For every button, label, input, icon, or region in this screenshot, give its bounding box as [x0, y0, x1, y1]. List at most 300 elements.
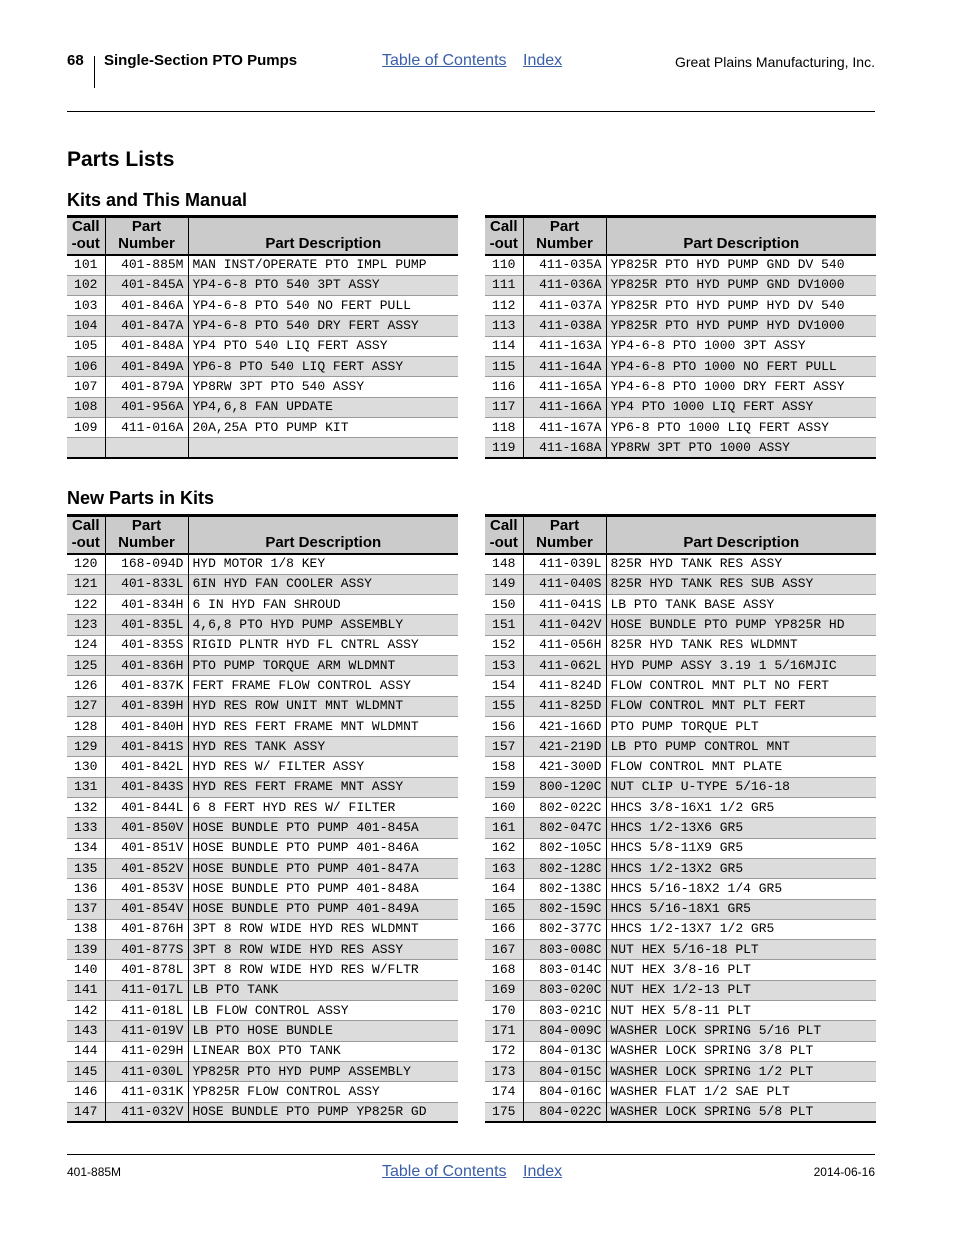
callout-cell: 102	[67, 275, 105, 295]
part-number-cell: 804-009C	[523, 1021, 606, 1041]
part-description-cell: HHCS 5/16-18X2 1/4 GR5	[606, 879, 876, 899]
callout-cell: 109	[74, 419, 98, 435]
table-row	[485, 1082, 876, 1102]
part-number-cell: 411-825D	[523, 696, 606, 716]
part-description-cell: YP4 PTO 1000 LIQ FERT ASSY	[606, 397, 876, 417]
table-row	[67, 879, 458, 899]
part-number-cell: 411-032V	[105, 1102, 188, 1122]
table-row	[67, 1041, 458, 1061]
part-description-cell: HHCS 1/2-13X6 GR5	[606, 818, 876, 838]
callout-cell: 145	[67, 1061, 105, 1081]
part-number-cell: 401-844L	[105, 798, 188, 818]
part-description-cell: YP825R PTO HYD PUMP GND DV1000	[606, 275, 876, 295]
table-row	[67, 655, 458, 675]
part-description-cell: HHCS 5/16-18X1 GR5	[606, 899, 876, 919]
part-number-cell: 411-035A	[523, 255, 606, 275]
table-row	[485, 798, 876, 818]
callout-cell: 138	[74, 921, 98, 937]
callout-cell: 122	[74, 596, 98, 612]
callout-header: Call -out	[485, 516, 523, 555]
part-description-header: Part Description	[606, 217, 876, 256]
part-number-cell: 803-014C	[523, 960, 606, 980]
part-number-cell: 401-852V	[105, 858, 188, 878]
callout-header: Call -out	[485, 217, 523, 256]
callout-cell: 116	[492, 378, 516, 394]
part-number-cell: 411-019V	[105, 1021, 188, 1041]
part-number-cell: 401-843S	[105, 777, 188, 797]
callout-cell: 123	[67, 615, 105, 635]
part-number-cell: 401-837K	[105, 676, 188, 696]
table-row	[485, 296, 876, 316]
table-row	[485, 1102, 876, 1122]
part-number-cell: 802-138C	[523, 879, 606, 899]
callout-cell: 172	[492, 1043, 516, 1059]
callout-cell	[67, 438, 105, 458]
part-description-cell: YP4-6-8 PTO 540 NO FERT PULL	[188, 296, 458, 316]
part-number-cell: 800-120C	[523, 777, 606, 797]
callout-cell: 163	[485, 858, 523, 878]
part-number-cell: 411-042V	[523, 615, 606, 635]
table-row	[67, 377, 458, 397]
table-row	[485, 1061, 876, 1081]
page-title: Parts Lists	[67, 148, 175, 171]
part-number-cell: 401-833L	[105, 574, 188, 594]
part-description-cell: 6IN HYD FAN COOLER ASSY	[188, 574, 458, 594]
callout-cell: 128	[74, 718, 98, 734]
callout-cell: 171	[485, 1021, 523, 1041]
callout-cell: 133	[67, 818, 105, 838]
callout-cell: 165	[485, 899, 523, 919]
part-number-cell: 401-879A	[105, 377, 188, 397]
part-description-cell: HYD RES TANK ASSY	[188, 737, 458, 757]
part-description-cell: 825R HYD TANK RES WLDMNT	[606, 635, 876, 655]
callout-cell: 148	[492, 556, 516, 572]
table-row	[67, 554, 458, 574]
callout-cell: 105	[74, 338, 98, 354]
callout-cell: 144	[74, 1043, 98, 1059]
callout-cell: 113	[485, 316, 523, 336]
part-description-cell: HOSE BUNDLE PTO PUMP YP825R HD	[606, 615, 876, 635]
table-row	[67, 397, 458, 417]
part-number-cell: 411-030L	[105, 1061, 188, 1081]
part-description-cell: YP4-6-8 PTO 540 DRY FERT ASSY	[188, 316, 458, 336]
table-row	[485, 1001, 876, 1021]
table-row	[67, 716, 458, 736]
part-description-cell: HOSE BUNDLE PTO PUMP 401-849A	[188, 899, 458, 919]
callout-cell: 152	[492, 637, 516, 653]
part-number-cell: 411-037A	[523, 296, 606, 316]
part-description-cell: YP825R PTO HYD PUMP HYD DV1000	[606, 316, 876, 336]
table-row	[485, 940, 876, 960]
table-row	[485, 255, 876, 275]
part-number-cell: 411-824D	[523, 676, 606, 696]
part-number-cell: 802-159C	[523, 899, 606, 919]
callout-header: Call -out	[67, 516, 105, 555]
callout-cell: 140	[74, 962, 98, 978]
callout-cell: 121	[67, 574, 105, 594]
table-row	[485, 737, 876, 757]
table-row	[67, 757, 458, 777]
table-row	[485, 336, 876, 356]
table-header-row	[485, 217, 876, 256]
part-number-cell	[105, 438, 188, 458]
callout-cell: 106	[67, 356, 105, 376]
callout-cell: 126	[74, 677, 98, 693]
part-number-cell: 802-022C	[523, 798, 606, 818]
part-description-cell: YP4,6,8 FAN UPDATE	[188, 397, 458, 417]
part-description-cell: NUT HEX 3/8-16 PLT	[606, 960, 876, 980]
part-description-cell: HYD RES FERT FRAME MNT ASSY	[188, 777, 458, 797]
table-row	[485, 757, 876, 777]
part-number-cell: 401-885M	[105, 255, 188, 275]
part-number-cell: 401-853V	[105, 879, 188, 899]
callout-cell: 131	[67, 777, 105, 797]
part-number-cell: 411-164A	[523, 356, 606, 376]
part-description-cell: HYD RES W/ FILTER ASSY	[188, 757, 458, 777]
part-description-cell: HOSE BUNDLE PTO PUMP 401-847A	[188, 858, 458, 878]
table-row	[67, 275, 458, 295]
table-row	[485, 438, 876, 458]
part-number-cell: 411-163A	[523, 336, 606, 356]
part-description-cell: HYD RES ROW UNIT MNT WLDMNT	[188, 696, 458, 716]
part-description-cell: YP825R PTO HYD PUMP HYD DV 540	[606, 296, 876, 316]
table-row	[485, 655, 876, 675]
part-number-cell: 411-036A	[523, 275, 606, 295]
callout-cell: 104	[67, 316, 105, 336]
table-row	[67, 696, 458, 716]
callout-cell: 166	[492, 921, 516, 937]
part-number-cell: 411-167A	[523, 417, 606, 437]
part-description-cell: HHCS 1/2-13X2 GR5	[606, 858, 876, 878]
part-number-cell: 411-031K	[105, 1082, 188, 1102]
table-row	[67, 356, 458, 376]
part-description-cell: 6 8 FERT HYD RES W/ FILTER	[188, 798, 458, 818]
callout-cell: 110	[492, 257, 516, 273]
table-row	[67, 899, 458, 919]
part-description-cell: LB PTO HOSE BUNDLE	[188, 1021, 458, 1041]
part-number-cell: 411-016A	[105, 417, 188, 437]
part-number-cell: 401-847A	[105, 316, 188, 336]
table-row	[67, 838, 458, 858]
part-number-cell: 401-878L	[105, 960, 188, 980]
callout-cell: 132	[74, 799, 98, 815]
part-description-cell: LB PTO TANK	[188, 980, 458, 1000]
part-description-cell: YP6-8 PTO 1000 LIQ FERT ASSY	[606, 417, 876, 437]
table-row	[67, 635, 458, 655]
callout-cell: 155	[485, 696, 523, 716]
part-description-cell: 3PT 8 ROW WIDE HYD RES ASSY	[188, 940, 458, 960]
part-description-header: Part Description	[606, 516, 876, 555]
callout-cell: 151	[485, 615, 523, 635]
part-description-cell: HHCS 3/8-16X1 1/2 GR5	[606, 798, 876, 818]
part-description-cell: WASHER LOCK SPRING 3/8 PLT	[606, 1041, 876, 1061]
callout-cell: 118	[492, 419, 516, 435]
part-description-cell: YP4-6-8 PTO 1000 NO FERT PULL	[606, 356, 876, 376]
table-row	[485, 417, 876, 437]
part-description-cell: FLOW CONTROL MNT PLT NO FERT	[606, 676, 876, 696]
part-description-cell: WASHER LOCK SPRING 5/8 PLT	[606, 1102, 876, 1122]
part-description-cell: 3PT 8 ROW WIDE HYD RES WLDMNT	[188, 919, 458, 939]
kits-table-right	[485, 215, 876, 459]
callout-cell: 143	[67, 1021, 105, 1041]
part-number-cell: 168-094D	[105, 554, 188, 574]
table-row	[485, 635, 876, 655]
part-description-cell: FLOW CONTROL MNT PLATE	[606, 757, 876, 777]
callout-cell: 147	[67, 1102, 105, 1122]
part-number-cell: 411-029H	[105, 1041, 188, 1061]
part-number-cell: 411-040S	[523, 574, 606, 594]
part-description-cell: YP4-6-8 PTO 1000 DRY FERT ASSY	[606, 377, 876, 397]
callout-cell: 174	[492, 1083, 516, 1099]
callout-cell: 139	[67, 940, 105, 960]
table-row	[485, 919, 876, 939]
part-number-cell: 804-016C	[523, 1082, 606, 1102]
part-number-cell: 804-013C	[523, 1041, 606, 1061]
part-description-cell: WASHER LOCK SPRING 5/16 PLT	[606, 1021, 876, 1041]
part-number-header: Part Number	[523, 217, 606, 256]
table-row	[485, 838, 876, 858]
callout-cell: 167	[485, 940, 523, 960]
part-number-cell: 401-846A	[105, 296, 188, 316]
callout-cell: 175	[485, 1102, 523, 1122]
table-row	[67, 777, 458, 797]
callout-cell: 161	[485, 818, 523, 838]
table-row	[485, 615, 876, 635]
callout-header: Call -out	[67, 217, 105, 256]
part-description-cell: YP8RW 3PT PTO 1000 ASSY	[606, 438, 876, 458]
table-row	[485, 574, 876, 594]
callout-cell: 137	[67, 899, 105, 919]
kits-heading: Kits and This Manual	[67, 190, 248, 210]
part-number-cell: 401-849A	[105, 356, 188, 376]
doc-number: 401-885M	[67, 1165, 122, 1179]
table-row	[67, 316, 458, 336]
section-title: Single-Section PTO Pumps	[104, 52, 298, 69]
part-description-cell: FERT FRAME FLOW CONTROL ASSY	[188, 676, 458, 696]
part-description-cell	[188, 438, 458, 458]
part-description-cell: LB PTO TANK BASE ASSY	[606, 595, 876, 615]
part-number-cell: 411-056H	[523, 635, 606, 655]
part-description-cell: 825R HYD TANK RES ASSY	[606, 554, 876, 574]
part-description-cell: 3PT 8 ROW WIDE HYD RES W/FLTR	[188, 960, 458, 980]
callout-cell: 157	[485, 737, 523, 757]
callout-cell: 141	[67, 980, 105, 1000]
part-number-cell: 802-047C	[523, 818, 606, 838]
callout-cell: 142	[74, 1002, 98, 1018]
part-description-header: Part Description	[188, 516, 458, 555]
callout-cell: 168	[492, 962, 516, 978]
callout-cell: 130	[74, 759, 98, 775]
table-row	[67, 574, 458, 594]
part-description-cell: 825R HYD TANK RES SUB ASSY	[606, 574, 876, 594]
table-row	[67, 676, 458, 696]
part-number-cell: 421-300D	[523, 757, 606, 777]
table-row	[67, 960, 458, 980]
table-row	[67, 858, 458, 878]
header-index-link[interactable]: Index	[523, 52, 563, 69]
part-description-cell: LB FLOW CONTROL ASSY	[188, 1001, 458, 1021]
part-number-cell: 411-041S	[523, 595, 606, 615]
part-number-cell: 401-836H	[105, 655, 188, 675]
callout-cell: 150	[492, 596, 516, 612]
callout-cell: 159	[485, 777, 523, 797]
table-row	[485, 595, 876, 615]
table-row	[67, 818, 458, 838]
table-row	[67, 296, 458, 316]
callout-cell: 169	[485, 980, 523, 1000]
part-number-cell: 411-165A	[523, 377, 606, 397]
part-number-cell: 421-219D	[523, 737, 606, 757]
table-row	[485, 980, 876, 1000]
table-row	[485, 275, 876, 295]
part-number-cell: 401-841S	[105, 737, 188, 757]
part-description-cell: NUT HEX 1/2-13 PLT	[606, 980, 876, 1000]
part-description-cell: NUT HEX 5/16-18 PLT	[606, 940, 876, 960]
part-description-cell: YP8RW 3PT PTO 540 ASSY	[188, 377, 458, 397]
part-number-cell: 401-854V	[105, 899, 188, 919]
callout-cell: 164	[492, 880, 516, 896]
part-number-cell: 401-842L	[105, 757, 188, 777]
table-header-row	[485, 516, 876, 555]
table-row	[485, 818, 876, 838]
callout-cell: 120	[74, 556, 98, 572]
callout-cell: 111	[485, 275, 523, 295]
header-rule	[67, 111, 875, 112]
callout-cell: 153	[485, 655, 523, 675]
table-row	[67, 980, 458, 1000]
part-description-cell: LB PTO PUMP CONTROL MNT	[606, 737, 876, 757]
new-parts-table-right	[485, 514, 876, 1123]
part-number-cell: 401-850V	[105, 818, 188, 838]
table-row	[67, 737, 458, 757]
part-description-cell: HHCS 1/2-13X7 1/2 GR5	[606, 919, 876, 939]
part-description-cell: 6 IN HYD FAN SHROUD	[188, 595, 458, 615]
part-description-cell: WASHER FLAT 1/2 SAE PLT	[606, 1082, 876, 1102]
part-number-header: Part Number	[105, 217, 188, 256]
part-description-cell: NUT HEX 5/8-11 PLT	[606, 1001, 876, 1021]
table-row	[67, 417, 458, 437]
part-description-cell: YP4-6-8 PTO 540 3PT ASSY	[188, 275, 458, 295]
part-number-cell: 411-039L	[523, 554, 606, 574]
table-header-row	[67, 217, 458, 256]
callout-cell: 127	[67, 696, 105, 716]
table-row	[67, 336, 458, 356]
table-row	[67, 940, 458, 960]
part-number-cell: 803-020C	[523, 980, 606, 1000]
part-description-cell: YP825R PTO HYD PUMP GND DV 540	[606, 255, 876, 275]
table-row	[67, 595, 458, 615]
part-description-cell: LINEAR BOX PTO TANK	[188, 1041, 458, 1061]
callout-cell: 115	[485, 356, 523, 376]
part-description-cell: MAN INST/OPERATE PTO IMPL PUMP	[188, 255, 458, 275]
part-number-cell: 401-839H	[105, 696, 188, 716]
part-number-cell: 802-105C	[523, 838, 606, 858]
callout-cell: 170	[492, 1002, 516, 1018]
table-header-row	[67, 516, 458, 555]
part-number-cell: 401-851V	[105, 838, 188, 858]
table-row	[67, 438, 458, 458]
part-description-cell: YP4 PTO 540 LIQ FERT ASSY	[188, 336, 458, 356]
part-number-cell: 804-022C	[523, 1102, 606, 1122]
part-number-cell: 421-166D	[523, 716, 606, 736]
table-row	[485, 716, 876, 736]
table-row	[485, 676, 876, 696]
footer-rule	[67, 1154, 875, 1155]
callout-cell: 134	[74, 840, 98, 856]
part-number-cell: 802-377C	[523, 919, 606, 939]
footer-toc-link[interactable]: Table of Contents	[382, 1163, 507, 1180]
table-row	[67, 1061, 458, 1081]
callout-cell: 117	[485, 397, 523, 417]
kits-table-left	[67, 215, 458, 459]
table-row	[67, 1082, 458, 1102]
part-number-cell: 411-166A	[523, 397, 606, 417]
part-number-cell: 401-835S	[105, 635, 188, 655]
table-row	[67, 1021, 458, 1041]
part-number-header: Part Number	[523, 516, 606, 555]
part-description-cell: HOSE BUNDLE PTO PUMP 401-848A	[188, 879, 458, 899]
doc-date: 2014-06-16	[813, 1165, 875, 1179]
part-description-cell: 4,6,8 PTO HYD PUMP ASSEMBLY	[188, 615, 458, 635]
new-parts-heading: New Parts in Kits	[67, 488, 215, 508]
part-description-cell: WASHER LOCK SPRING 1/2 PLT	[606, 1061, 876, 1081]
callout-cell: 112	[492, 297, 516, 313]
part-description-cell: YP825R PTO HYD PUMP ASSEMBLY	[188, 1061, 458, 1081]
part-number-cell: 411-038A	[523, 316, 606, 336]
part-number-cell: 804-015C	[523, 1061, 606, 1081]
part-description-header: Part Description	[188, 217, 458, 256]
table-row	[485, 356, 876, 376]
table-row	[485, 696, 876, 716]
callout-cell: 160	[492, 799, 516, 815]
part-number-cell: 401-877S	[105, 940, 188, 960]
callout-cell: 158	[492, 759, 516, 775]
part-description-cell: HOSE BUNDLE PTO PUMP 401-846A	[188, 838, 458, 858]
part-description-cell: YP4-6-8 PTO 1000 3PT ASSY	[606, 336, 876, 356]
table-row	[485, 397, 876, 417]
part-number-cell: 411-168A	[523, 438, 606, 458]
callout-cell: 114	[492, 338, 516, 354]
part-description-cell: 20A,25A PTO PUMP KIT	[188, 417, 458, 437]
part-number-header: Part Number	[105, 516, 188, 555]
table-row	[485, 960, 876, 980]
part-description-cell: PTO PUMP TORQUE ARM WLDMNT	[188, 655, 458, 675]
part-number-cell: 401-848A	[105, 336, 188, 356]
part-description-cell: FLOW CONTROL MNT PLT FERT	[606, 696, 876, 716]
part-description-cell: HYD RES FERT FRAME MNT WLDMNT	[188, 716, 458, 736]
table-row	[485, 554, 876, 574]
callout-cell: 146	[74, 1083, 98, 1099]
callout-cell: 107	[74, 378, 98, 394]
table-row	[485, 377, 876, 397]
callout-cell: 173	[485, 1061, 523, 1081]
part-description-cell: PTO PUMP TORQUE PLT	[606, 716, 876, 736]
new-parts-table-left	[67, 514, 458, 1123]
table-row	[67, 1001, 458, 1021]
page-number: 68	[67, 52, 84, 69]
part-number-cell: 401-840H	[105, 716, 188, 736]
table-row	[485, 777, 876, 797]
company-name: Great Plains Manufacturing, Inc.	[675, 54, 875, 70]
table-row	[67, 255, 458, 275]
part-description-cell: YP6-8 PTO 540 LIQ FERT ASSY	[188, 356, 458, 376]
table-row	[67, 798, 458, 818]
footer-index-link[interactable]: Index	[523, 1163, 563, 1180]
part-number-cell: 401-956A	[105, 397, 188, 417]
table-row	[485, 899, 876, 919]
callout-cell: 149	[485, 574, 523, 594]
header-toc-link[interactable]: Table of Contents	[382, 52, 507, 69]
